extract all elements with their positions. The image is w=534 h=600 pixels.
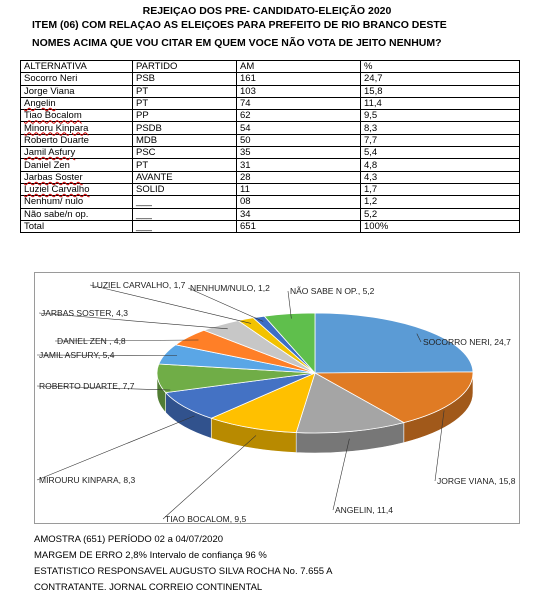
table-row bbox=[21, 171, 520, 183]
table-row bbox=[21, 97, 520, 109]
cell: PSC bbox=[133, 147, 237, 159]
cell: 5,2 bbox=[361, 208, 520, 220]
pie-chart bbox=[35, 273, 521, 525]
table-row bbox=[21, 208, 520, 220]
cell bbox=[21, 110, 133, 122]
header-cell: % bbox=[361, 61, 520, 73]
question-line-1: ITEM (06) COM RELAÇAO AS ELEIÇOES PARA PREFEITO DE RIO BRANCO DESTE bbox=[32, 19, 447, 31]
cell: 28 bbox=[237, 171, 361, 183]
results-table bbox=[20, 60, 520, 233]
cell: AVANTE bbox=[133, 171, 237, 183]
header-cell: AM bbox=[237, 61, 361, 73]
pie-data-label: TIAO BOCALOM, 9,5 bbox=[165, 514, 247, 524]
table-row bbox=[21, 196, 520, 208]
cell: Nenhum/ nulo bbox=[21, 196, 133, 208]
pie-leader-line bbox=[163, 435, 256, 519]
pie-data-label: JARBAS SOSTER, 4,3 bbox=[41, 308, 128, 318]
cell: Jorge Viana bbox=[21, 85, 133, 97]
cell: 54 bbox=[237, 122, 361, 134]
table-row bbox=[21, 134, 520, 146]
cell: PT bbox=[133, 159, 237, 171]
cell: 35 bbox=[237, 147, 361, 159]
cell: 161 bbox=[237, 73, 361, 85]
cell bbox=[21, 183, 133, 195]
table-header-row bbox=[21, 61, 520, 73]
cell: MDB bbox=[133, 134, 237, 146]
cell: 103 bbox=[237, 85, 361, 97]
cell-text: Angelin bbox=[24, 98, 56, 110]
cell: PP bbox=[133, 110, 237, 122]
pie-data-label: NENHUM/NULO, 1,2 bbox=[190, 283, 270, 293]
table-row bbox=[21, 147, 520, 159]
cell: 74 bbox=[237, 97, 361, 109]
footer-sample: AMOSTRA (651) PERÍODO 02 a 04/07/2020 bbox=[34, 534, 224, 545]
cell: 4,3 bbox=[361, 171, 520, 183]
cell: 11,4 bbox=[361, 97, 520, 109]
cell: 8,3 bbox=[361, 122, 520, 134]
table-row bbox=[21, 73, 520, 85]
pie-chart-frame bbox=[34, 272, 520, 524]
pie-data-label: JAMIL ASFURY, 5,4 bbox=[39, 350, 115, 360]
cell: Socorro Neri bbox=[21, 73, 133, 85]
cell: 62 bbox=[237, 110, 361, 122]
cell-text: Luziel Carvalho bbox=[24, 184, 90, 196]
cell: SOLID bbox=[133, 183, 237, 195]
header-cell: ALTERNATIVA bbox=[21, 61, 133, 73]
footer-contractor: CONTRATANTE. JORNAL CORREIO CONTINENTAL bbox=[34, 582, 263, 593]
cell: PT bbox=[133, 97, 237, 109]
cell bbox=[21, 122, 133, 134]
question-line-2: NOMES ACIMA QUE VOU CITAR EM QUEM VOCE NÃO VOTA DE JEITO NENHUM? bbox=[32, 37, 442, 49]
table-row bbox=[21, 122, 520, 134]
table-row bbox=[21, 85, 520, 97]
cell bbox=[21, 147, 133, 159]
cell: ___ bbox=[133, 220, 237, 232]
header-cell: PARTIDO bbox=[133, 61, 237, 73]
cell: Total bbox=[21, 220, 133, 232]
pie-data-label: LUZIEL CARVALHO, 1,7 bbox=[92, 280, 186, 290]
cell: 34 bbox=[237, 208, 361, 220]
cell: 11 bbox=[237, 183, 361, 195]
pie-data-label: NÃO SABE N OP., 5,2 bbox=[290, 286, 375, 296]
cell: Daniel Zen bbox=[21, 159, 133, 171]
cell bbox=[21, 171, 133, 183]
cell: 24,7 bbox=[361, 73, 520, 85]
cell: 100% bbox=[361, 220, 520, 232]
page-title: REJEIÇAO DOS PRE- CANDIDATO-ELEIÇÃO 2020 bbox=[142, 5, 392, 17]
cell: ___ bbox=[133, 196, 237, 208]
cell: PSB bbox=[133, 73, 237, 85]
table-row bbox=[21, 183, 520, 195]
cell-text: Minoru Kinpara bbox=[24, 122, 89, 134]
cell-text: Jamil Asfury bbox=[24, 147, 76, 159]
pie-data-label: JORGE VIANA, 15,8 bbox=[437, 476, 516, 486]
cell: PT bbox=[133, 85, 237, 97]
pie-leader-line bbox=[37, 416, 195, 480]
cell: 5,4 bbox=[361, 147, 520, 159]
cell: 50 bbox=[237, 134, 361, 146]
footer-margin: MARGEM DE ERRO 2,8% Intervalo de confiança 96 % bbox=[34, 550, 267, 561]
cell: ___ bbox=[133, 208, 237, 220]
cell: PSDB bbox=[133, 122, 237, 134]
cell: Roberto Duarte bbox=[21, 134, 133, 146]
cell: 1,2 bbox=[361, 196, 520, 208]
pie-data-label: ANGELIN, 11,4 bbox=[335, 505, 393, 515]
cell: 08 bbox=[237, 196, 361, 208]
cell: 15,8 bbox=[361, 85, 520, 97]
table-row bbox=[21, 220, 520, 232]
cell: 9,5 bbox=[361, 110, 520, 122]
cell: 4,8 bbox=[361, 159, 520, 171]
pie-data-label: MIROURU KINPARA, 8,3 bbox=[39, 475, 136, 485]
footer-statistician: ESTATISTICO RESPONSAVEL AUGUSTO SILVA ROCHA No. 7.655 A bbox=[34, 566, 333, 577]
cell bbox=[21, 97, 133, 109]
cell: 7,7 bbox=[361, 134, 520, 146]
table-row bbox=[21, 110, 520, 122]
pie-data-label: ROBERTO DUARTE, 7,7 bbox=[39, 381, 135, 391]
cell-text: Tiao Bocalom bbox=[24, 110, 82, 122]
cell: 651 bbox=[237, 220, 361, 232]
pie-data-label: SOCORRO NERI, 24,7 bbox=[423, 337, 511, 347]
cell: 1,7 bbox=[361, 183, 520, 195]
pie-data-label: DANIEL ZEN , 4,8 bbox=[57, 336, 126, 346]
table-row bbox=[21, 159, 520, 171]
cell-text: Jarbas Soster bbox=[24, 171, 83, 183]
cell: 31 bbox=[237, 159, 361, 171]
cell: Não sabe/n op. bbox=[21, 208, 133, 220]
pie-leader-line bbox=[188, 288, 263, 321]
